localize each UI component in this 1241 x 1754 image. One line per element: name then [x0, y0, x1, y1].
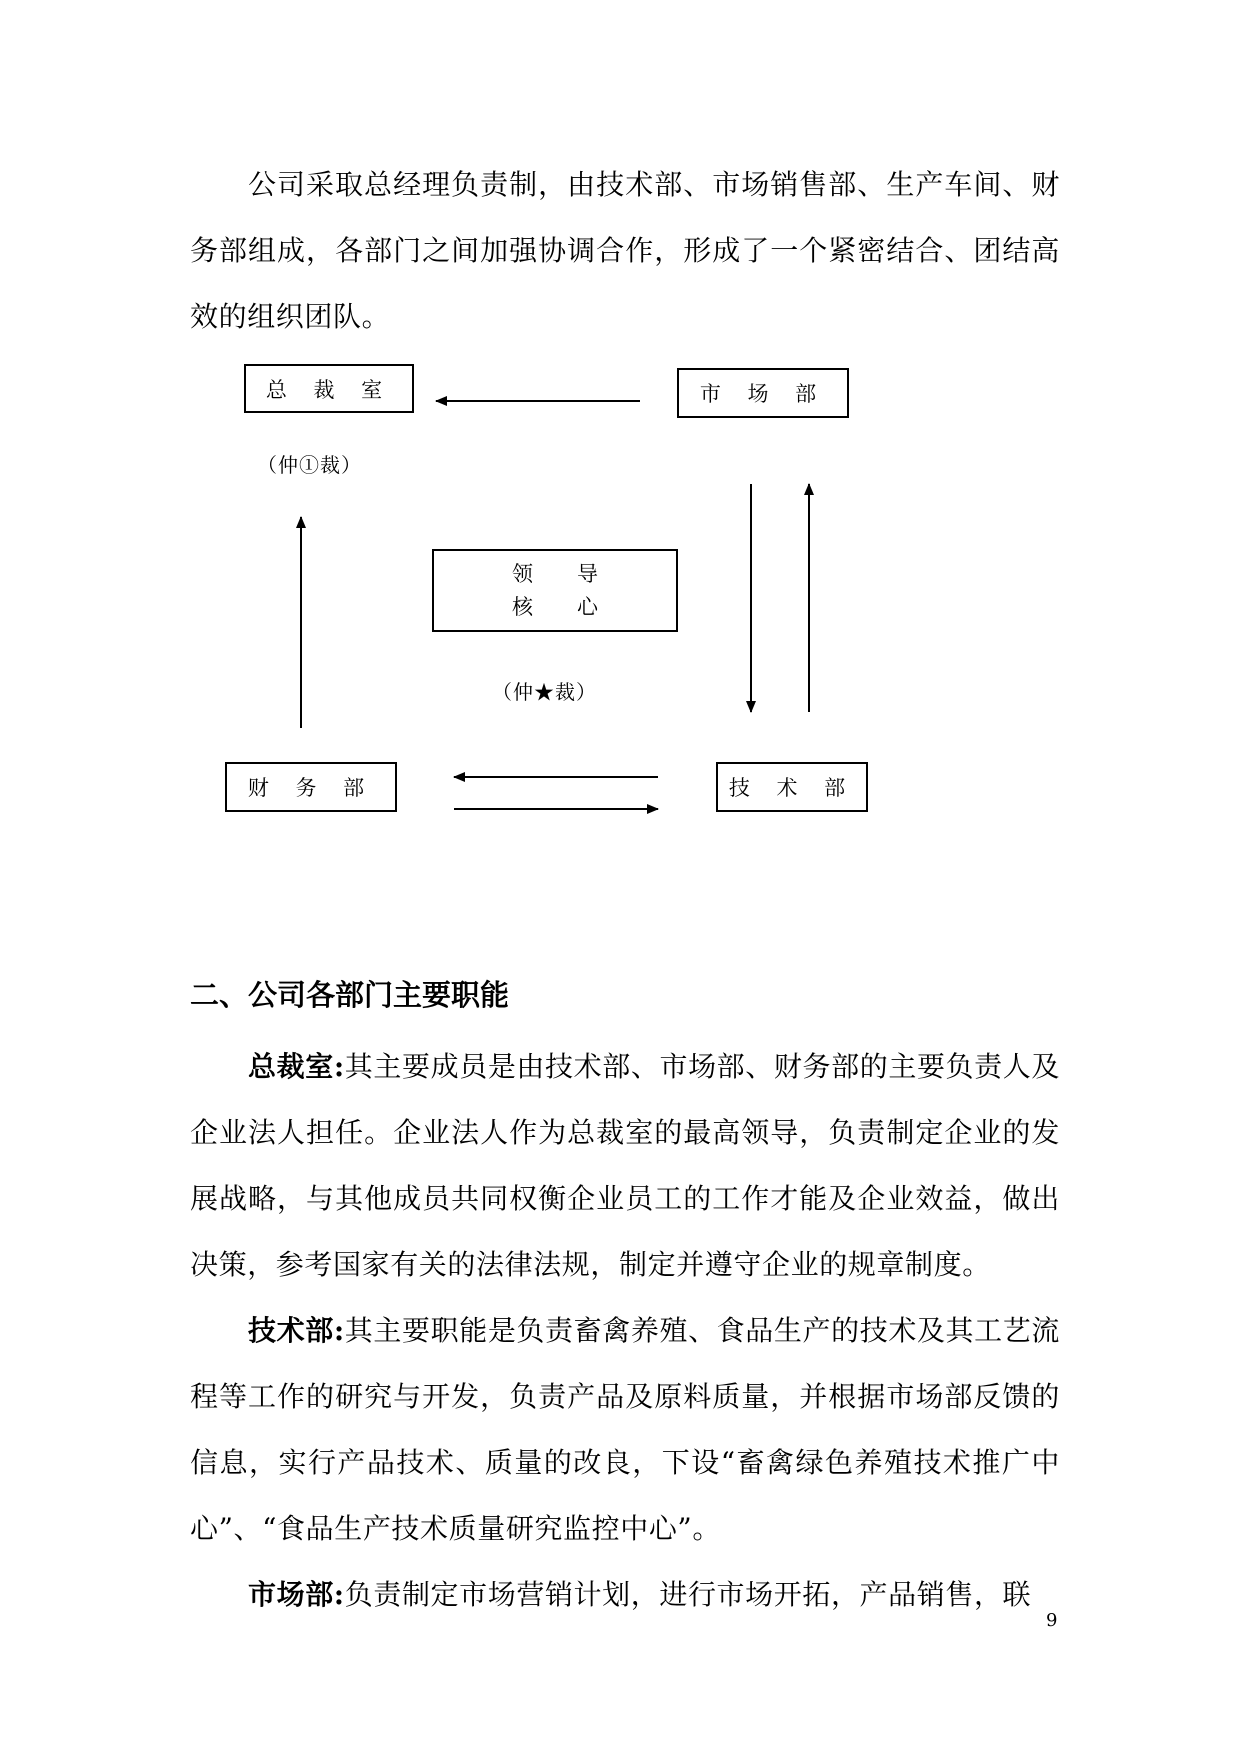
technical-box: 技 术 部: [716, 762, 868, 812]
finance-box: 财 务 部: [225, 762, 397, 812]
page-number: 9: [1046, 1610, 1058, 1631]
paragraph-lead: 技术部:: [248, 1314, 345, 1347]
core-char: 领: [512, 561, 533, 586]
core-char: 导: [577, 561, 598, 586]
president-note: （仲①裁）: [257, 453, 362, 477]
leadership-core-box: [432, 549, 678, 632]
paragraph-text: 负责制定市场营销计划，进行市场开拓，产品销售，联: [344, 1578, 1032, 1611]
president-office-paragraph: [190, 1034, 1060, 1298]
marketing-box: 市 场 部: [677, 368, 849, 418]
paragraph-lead: 总裁室:: [248, 1050, 345, 1083]
core-note: （仲★裁）: [492, 680, 597, 704]
president-office-box: 总 裁 室: [244, 364, 414, 413]
paragraph-text: 其主要职能是负责畜禽养殖、食品生产的技术及其工艺流程等工作的研究与开发，负责产品及原料质量，并根据市场部反馈的信息，实行产品技术、质量的改良，下设“畜禽绿色养殖技术推广中心”、“食品生产技术质量研究监控中心”。: [190, 1314, 1060, 1545]
paragraph-text: 其主要成员是由技术部、市场部、财务部的主要负责人及企业法人担任。企业法人作为总裁室的最高领导，负责制定企业的发展战略，与其他成员共同权衡企业员工的工作才能及企业效益，做出决策，参考国家有关的法律法规，制定并遵守企业的规章制度。: [190, 1050, 1060, 1281]
technical-paragraph: [190, 1298, 1060, 1562]
core-char: 心: [577, 594, 598, 619]
section-heading: 二、公司各部门主要职能: [190, 978, 510, 1012]
paragraph-lead: 市场部:: [248, 1578, 345, 1611]
marketing-paragraph: [190, 1562, 1060, 1628]
intro-paragraph: 公司采取总经理负责制，由技术部、市场销售部、生产车间、财务部组成，各部门之间加强协调合作，形成了一个紧密结合、团结高效的组织团队。: [190, 168, 1060, 333]
core-char: 核: [512, 594, 533, 619]
